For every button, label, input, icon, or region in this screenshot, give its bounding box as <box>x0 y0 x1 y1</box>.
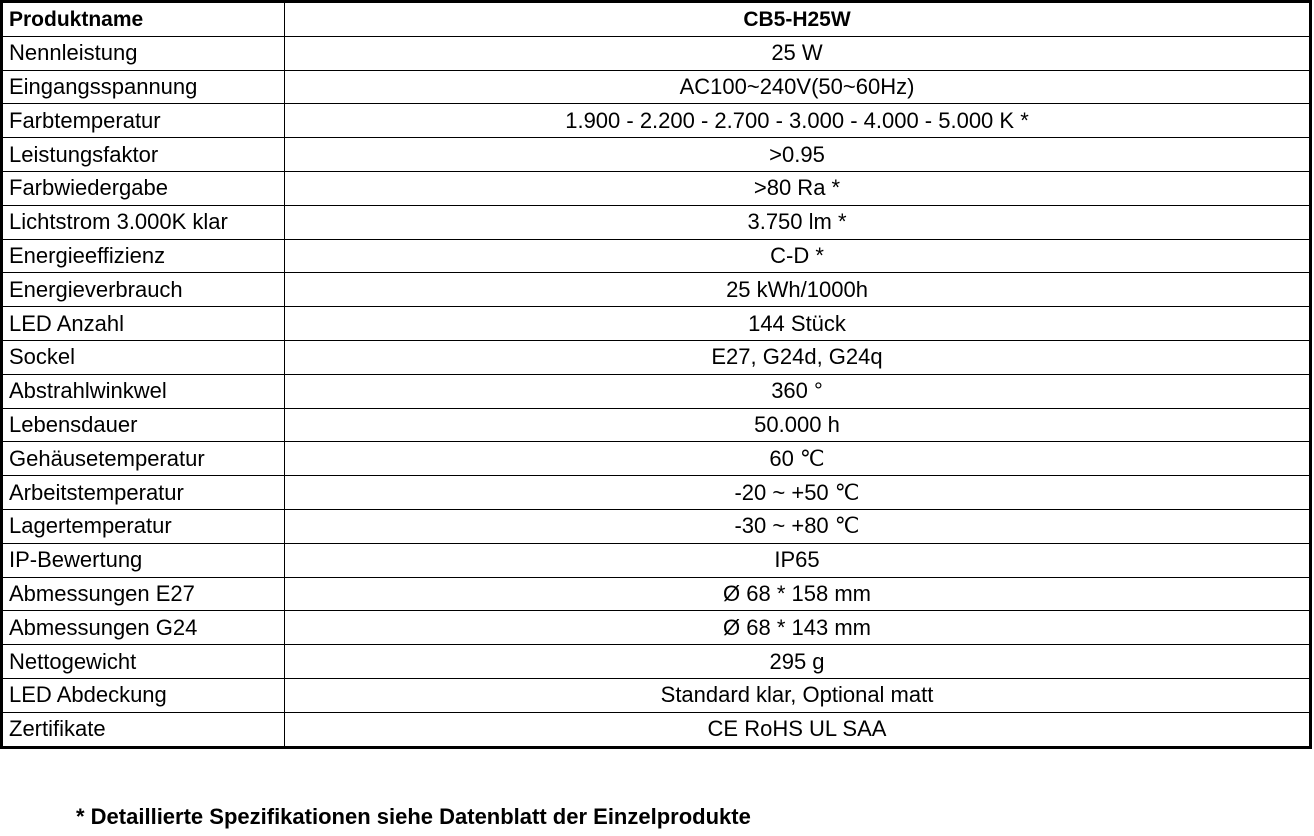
spec-value: IP65 <box>285 543 1311 577</box>
table-row <box>2 374 1311 408</box>
spec-value: 60 ℃ <box>285 442 1311 476</box>
spec-value: Ø 68 * 143 mm <box>285 611 1311 645</box>
spec-value: 144 Stück <box>285 307 1311 341</box>
spec-value: >0.95 <box>285 138 1311 172</box>
spec-value: >80 Ra * <box>285 171 1311 205</box>
spec-value: 295 g <box>285 645 1311 679</box>
spec-value: C-D * <box>285 239 1311 273</box>
table-row <box>2 36 1311 70</box>
table-row <box>2 645 1311 679</box>
table-row <box>2 138 1311 172</box>
spec-label: Farbwiedergabe <box>2 171 285 205</box>
spec-label: LED Anzahl <box>2 307 285 341</box>
spec-value: 3.750 lm * <box>285 205 1311 239</box>
spec-label: Sockel <box>2 340 285 374</box>
spec-value: 360 ° <box>285 374 1311 408</box>
table-row <box>2 678 1311 712</box>
spec-label: Nennleistung <box>2 36 285 70</box>
spec-label: Gehäusetemperatur <box>2 442 285 476</box>
table-row <box>2 442 1311 476</box>
spec-value: 25 kWh/1000h <box>285 273 1311 307</box>
spec-table-body <box>2 2 1311 748</box>
header-label: Produktname <box>2 2 285 37</box>
spec-label: Abmessungen G24 <box>2 611 285 645</box>
footnote: * Detaillierte Spezifikationen siehe Datenblatt der Einzelprodukte <box>76 804 751 829</box>
spec-label: Eingangsspannung <box>2 70 285 104</box>
table-row <box>2 205 1311 239</box>
spec-label: Abmessungen E27 <box>2 577 285 611</box>
spec-label: IP-Bewertung <box>2 543 285 577</box>
spec-label: Energieeffizienz <box>2 239 285 273</box>
table-header-row <box>2 2 1311 37</box>
table-row <box>2 712 1311 747</box>
spec-value: Ø 68 * 158 mm <box>285 577 1311 611</box>
header-value: CB5-H25W <box>285 2 1311 37</box>
spec-label: Abstrahlwinkwel <box>2 374 285 408</box>
table-row <box>2 239 1311 273</box>
table-row <box>2 476 1311 510</box>
spec-label: Lagertemperatur <box>2 509 285 543</box>
table-row <box>2 408 1311 442</box>
spec-label: Nettogewicht <box>2 645 285 679</box>
spec-value: E27, G24d, G24q <box>285 340 1311 374</box>
spec-label: LED Abdeckung <box>2 678 285 712</box>
spec-value: 25 W <box>285 36 1311 70</box>
spec-label: Zertifikate <box>2 712 285 747</box>
table-row <box>2 543 1311 577</box>
spec-value: -20 ~ +50 ℃ <box>285 476 1311 510</box>
table-row <box>2 171 1311 205</box>
spec-label: Arbeitstemperatur <box>2 476 285 510</box>
table-row <box>2 307 1311 341</box>
spec-label: Lebensdauer <box>2 408 285 442</box>
spec-value: -30 ~ +80 ℃ <box>285 509 1311 543</box>
spec-label: Leistungsfaktor <box>2 138 285 172</box>
table-row <box>2 577 1311 611</box>
spec-label: Energieverbrauch <box>2 273 285 307</box>
spec-value: CE RoHS UL SAA <box>285 712 1311 747</box>
table-row <box>2 611 1311 645</box>
spec-value: 1.900 - 2.200 - 2.700 - 3.000 - 4.000 - 5.000 K * <box>285 104 1311 138</box>
table-row <box>2 340 1311 374</box>
spec-value: 50.000 h <box>285 408 1311 442</box>
spec-value: Standard klar, Optional matt <box>285 678 1311 712</box>
table-row <box>2 509 1311 543</box>
spec-value: AC100~240V(50~60Hz) <box>285 70 1311 104</box>
table-row <box>2 104 1311 138</box>
table-row <box>2 70 1311 104</box>
spec-label: Lichtstrom 3.000K klar <box>2 205 285 239</box>
spec-label: Farbtemperatur <box>2 104 285 138</box>
table-row <box>2 273 1311 307</box>
